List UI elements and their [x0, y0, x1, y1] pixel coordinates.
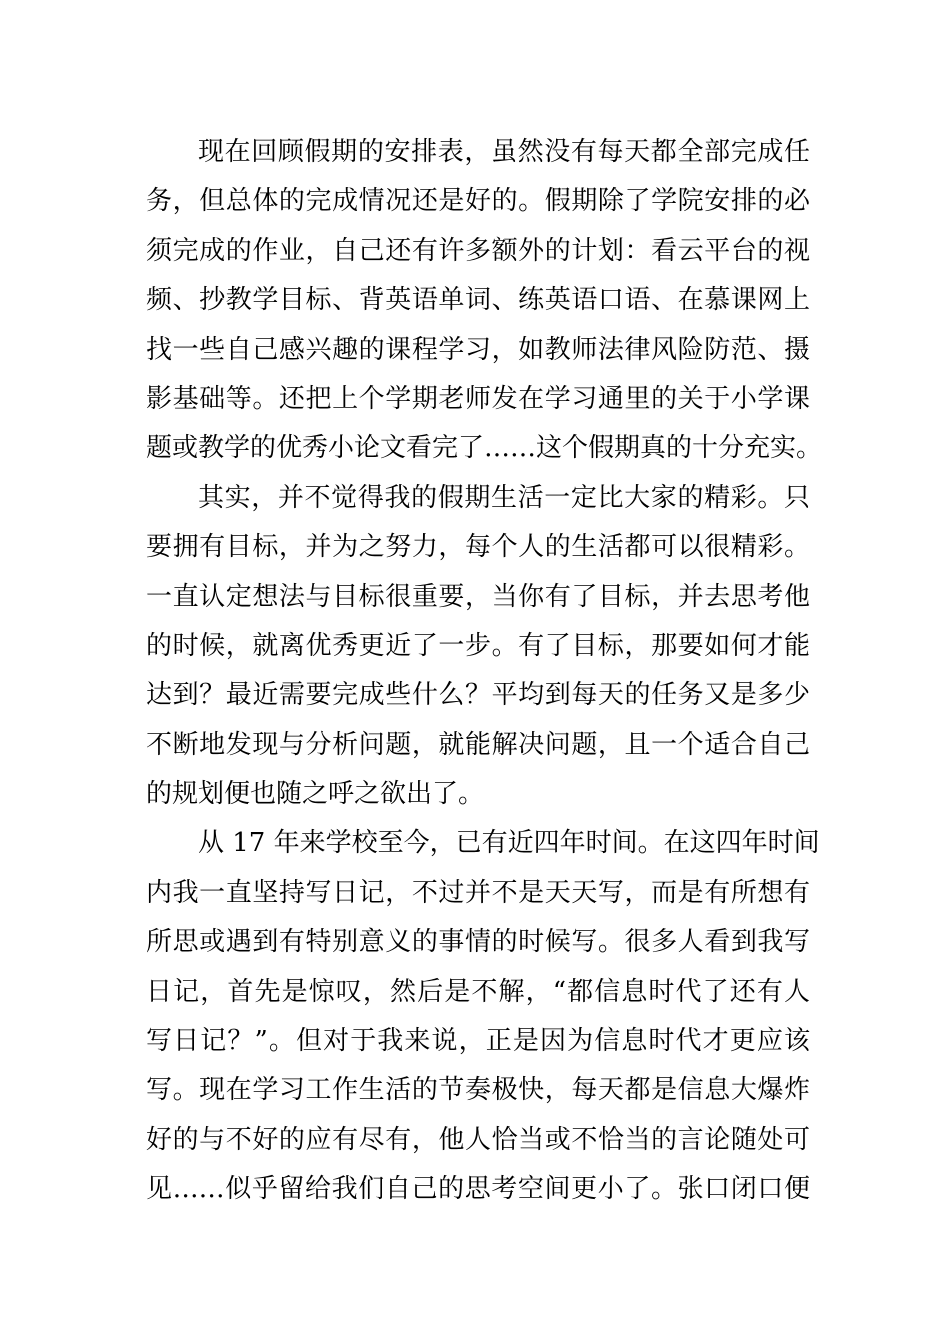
- paragraph-2-line-1: 其实，并不觉得我的假期生活一定比大家的精彩。只: [198, 482, 810, 513]
- paragraph-3-line-4: 日记，首先是惊叹，然后是不解，“都信息时代了还有人: [146, 976, 810, 1007]
- paragraph-3-line-1: 从 17 年来学校至今，已有近四年时间。在这四年时间: [198, 828, 820, 859]
- paragraph-2-line-5: 达到？最近需要完成些什么？平均到每天的任务又是多少: [146, 680, 810, 711]
- paragraph-3-line-7: 好的与不好的应有尽有，他人恰当或不恰当的言论随处可: [146, 1124, 810, 1155]
- paragraph-1-line-4: 频、抄教学目标、背英语单词、练英语口语、在慕课网上: [146, 285, 810, 316]
- paragraph-2-line-3: 一直认定想法与目标很重要，当你有了目标，并去思考他: [146, 581, 810, 612]
- paragraph-3-line-5: 写日记？”。但对于我来说，正是因为信息时代才更应该: [146, 1026, 810, 1057]
- paragraph-1-line-6: 影基础等。还把上个学期老师发在学习通里的关于小学课: [146, 383, 810, 414]
- paragraph-1-line-7: 题或教学的优秀小论文看完了……这个假期真的十分充实。: [146, 433, 823, 464]
- paragraph-2-line-2: 要拥有目标，并为之努力，每个人的生活都可以很精彩。: [146, 532, 810, 563]
- paragraph-1-line-3: 须完成的作业，自己还有许多额外的计划：看云平台的视: [146, 235, 810, 266]
- paragraph-2-line-6: 不断地发现与分析问题，就能解决问题，且一个适合自己: [146, 729, 810, 760]
- paragraph-3-line-8: 见……似乎留给我们自己的思考空间更小了。张口闭口便: [146, 1174, 810, 1205]
- paragraph-1-line-5: 找一些自己感兴趣的课程学习，如教师法律风险防范、摄: [146, 334, 810, 365]
- paragraph-3-line-6: 写。现在学习工作生活的节奏极快，每天都是信息大爆炸: [146, 1075, 810, 1106]
- document-body: [146, 128, 823, 1215]
- paragraph-2-line-7: 的规划便也随之呼之欲出了。: [146, 779, 485, 810]
- paragraph-3-line-2: 内我一直坚持写日记，不过并不是天天写，而是有所想有: [146, 877, 810, 908]
- paragraph-1-line-1: 现在回顾假期的安排表，虽然没有每天都全部完成任: [198, 137, 810, 167]
- paragraph-1-line-2: 务，但总体的完成情况还是好的。假期除了学院安排的必: [146, 186, 810, 217]
- paragraph-3-line-3: 所思或遇到有特别意义的事情的时候写。很多人看到我写: [146, 927, 810, 958]
- paragraph-2-line-4: 的时候，就离优秀更近了一步。有了目标，那要如何才能: [146, 630, 810, 661]
